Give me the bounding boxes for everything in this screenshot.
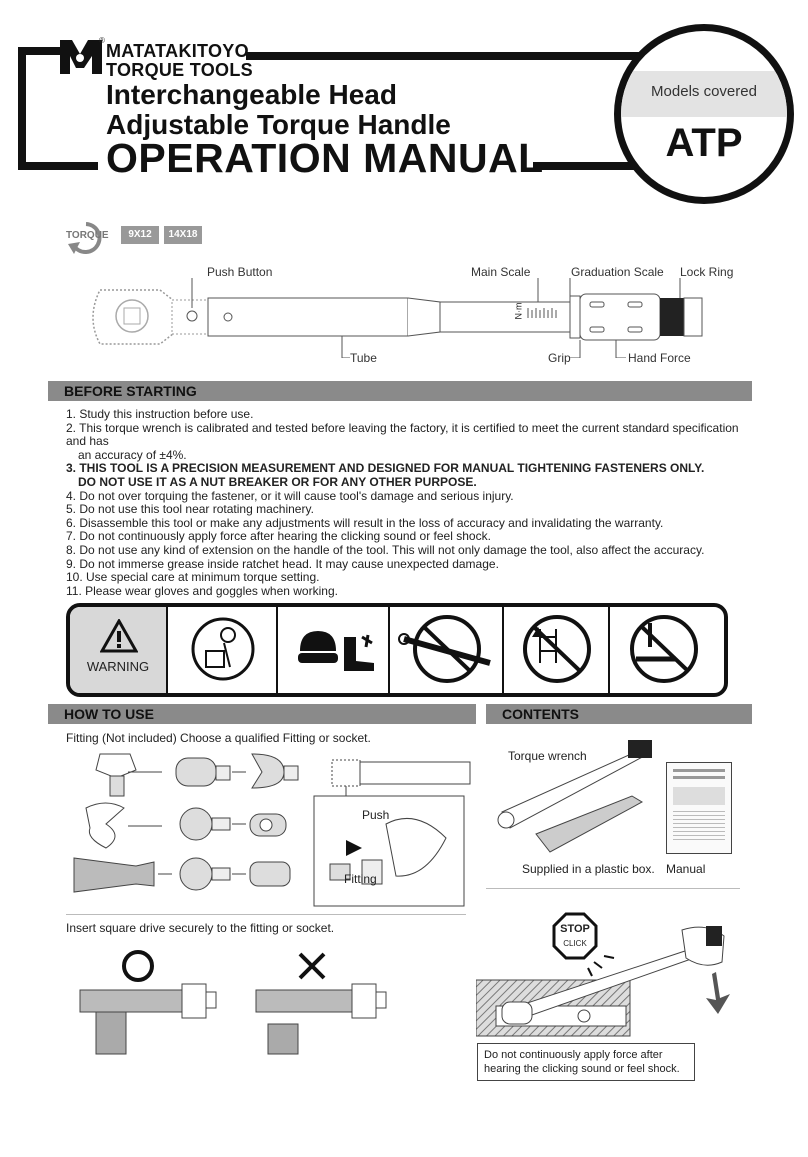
no-screwdriver-icon: [608, 607, 726, 693]
tube-label: Tube: [350, 351, 377, 365]
push-button-label: Push Button: [207, 265, 273, 279]
models-covered-label: Models covered: [651, 83, 757, 100]
divider: [486, 888, 740, 889]
main-scale-label: Main Scale: [471, 265, 531, 279]
no-grease-icon: [502, 607, 610, 693]
list-item: 2. This torque wrench is calibrated and tested before leaving the factory, it is certified to meet the current standard specification and has: [66, 420, 739, 449]
warning-label: WARNING: [86, 659, 150, 674]
size-badge: 9X12: [121, 226, 159, 244]
list-item: 8. Do not use any kind of extension on the handle of the tool. This will not only damage the tool, also affect the accuracy.: [66, 542, 705, 557]
models-covered-badge: [614, 24, 794, 204]
torque-label: TORQUE: [66, 230, 109, 241]
contents-illustration: [490, 732, 660, 862]
list-item: 6. Disassemble this tool or make any adjustments will result in the loss of accuracy and invalidating the warranty.: [66, 515, 664, 530]
list-item: 7. Do not continuously apply force after hearing the clicking sound or feel shock.: [66, 529, 491, 544]
frame-line: [246, 52, 666, 60]
helmet-boots-goggles-icon: [276, 607, 390, 693]
read-manual-icon: [166, 607, 278, 693]
list-item: 1. Study this instruction before use.: [66, 407, 254, 421]
warning-triangle-icon: [100, 619, 138, 653]
push-label: Push: [362, 808, 390, 822]
torque-wrench-label: Torque wrench: [508, 749, 587, 763]
divider: [66, 914, 466, 915]
stop-click-illustration: [476, 910, 750, 1040]
model-code: ATP: [665, 121, 743, 165]
caution-line: hearing the clicking sound or feel shock.: [484, 1063, 680, 1075]
list-item: 4. Do not over torquing the fastener, or it will cause tool's damage and serious injury.: [66, 488, 514, 503]
warning-panel: [66, 603, 728, 697]
lock-ring-label: Lock Ring: [680, 265, 734, 279]
frame-bracket: [18, 47, 26, 170]
square-drive-illustration: [74, 948, 414, 1058]
title-line-1: Interchangeable Head: [106, 79, 397, 110]
before-starting-list: [66, 408, 756, 598]
title-line-2: Adjustable Torque Handle: [106, 109, 451, 140]
list-item: DO NOT USE IT AS A NUT BREAKER OR FOR ANY OTHER PURPOSE.: [78, 474, 477, 489]
size-badge: 14X18: [164, 226, 202, 244]
brand-name: MATATAKITOYO TORQUE TOOLS: [106, 41, 253, 80]
caution-note: [477, 1043, 695, 1081]
hand-force-label: Hand Force: [628, 351, 691, 365]
manual-label: Manual: [666, 862, 706, 876]
before-starting-heading: BEFORE STARTING: [48, 381, 752, 401]
how-to-use-heading: HOW TO USE: [48, 704, 476, 724]
list-item: 5. Do not use this tool near rotating machinery.: [66, 502, 314, 517]
caution-line: Do not continuously apply force after: [484, 1049, 663, 1061]
fittings-illustration: [66, 748, 476, 908]
fitting-instruction: Fitting (Not included) Choose a qualified Fitting or socket.: [66, 731, 371, 745]
list-item: 9. Do not immerse grease inside ratchet head. It may cause unexpected damage.: [66, 556, 499, 571]
insert-instruction: Insert square drive securely to the fitting or socket.: [66, 921, 335, 935]
contents-heading: CONTENTS: [486, 704, 752, 724]
frame-bracket: [18, 162, 98, 170]
graduation-scale-label: Graduation Scale: [571, 265, 664, 279]
list-item: an accuracy of ±4%.: [78, 447, 187, 462]
manual-thumbnail: [666, 762, 732, 854]
warning-label-cell: [70, 607, 166, 693]
brand-logo-icon: [58, 38, 104, 76]
fitting-label: Fitting: [344, 872, 377, 886]
page-title: OPERATION MANUAL: [106, 135, 544, 181]
registered-mark: ®: [99, 36, 105, 45]
no-extension-icon: [388, 607, 504, 693]
torque-wrench-diagram: [80, 278, 720, 358]
list-item: 11. Please wear gloves and goggles when working.: [66, 583, 338, 598]
list-item: 3. THIS TOOL IS A PRECISION MEASUREMENT AND DESIGNED FOR MANUAL TIGHTENING FASTENERS ONLY.: [66, 461, 705, 476]
unit-label: N·m: [513, 302, 524, 320]
stop-label: STOP: [560, 923, 590, 935]
click-label: CLICK: [563, 939, 587, 948]
list-item: 10. Use special care at minimum torque setting.: [66, 570, 320, 585]
grip-label: Grip: [548, 351, 571, 365]
plastic-box-label: Supplied in a plastic box.: [522, 862, 655, 876]
